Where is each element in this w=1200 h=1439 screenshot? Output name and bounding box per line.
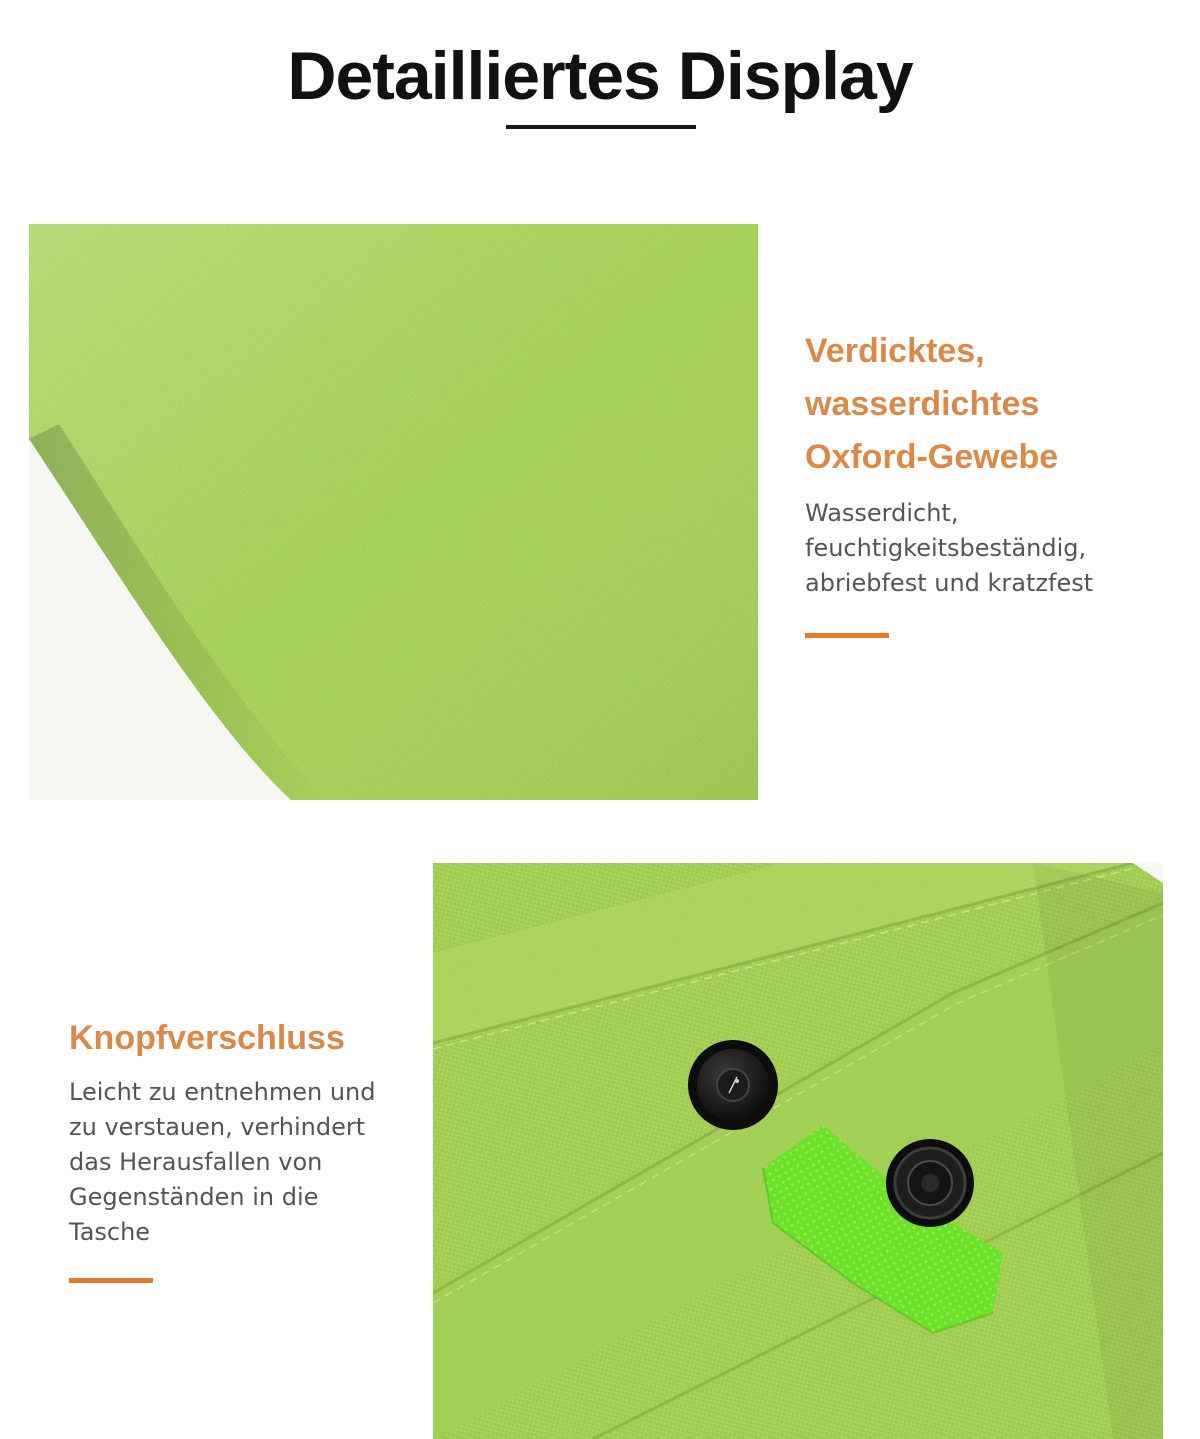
feature-button-closure bbox=[69, 1012, 414, 1283]
feature-oxford-fabric bbox=[805, 325, 1175, 638]
feature-heading-line: Knopfverschluss bbox=[69, 1019, 345, 1057]
feature-description-line: abriebfest und kratzfest bbox=[805, 569, 1094, 597]
fabric-closeup-photo bbox=[29, 224, 758, 800]
feature-description bbox=[69, 1075, 414, 1250]
accent-bar bbox=[805, 633, 889, 638]
feature-description-line: Leicht zu entnehmen und bbox=[69, 1078, 376, 1106]
page-title: Detailliertes Display bbox=[287, 38, 913, 114]
feature-heading-line: Oxford-Gewebe bbox=[805, 438, 1059, 476]
feature-description-line: Gegenständen in die bbox=[69, 1183, 319, 1211]
feature-description bbox=[805, 496, 1175, 601]
feature-heading bbox=[805, 325, 1175, 484]
feature-heading bbox=[69, 1012, 414, 1065]
accent-bar bbox=[69, 1278, 153, 1283]
feature-heading-line: Verdicktes, bbox=[805, 332, 985, 370]
feature-description-line: feuchtigkeitsbeständig, bbox=[805, 534, 1087, 562]
feature-description-line: Wasserdicht, bbox=[805, 499, 959, 527]
feature-description-line: das Herausfallen von bbox=[69, 1148, 323, 1176]
feature-description-line: zu verstauen, verhindert bbox=[69, 1113, 366, 1141]
button-closure-photo bbox=[433, 863, 1163, 1439]
feature-heading-line: wasserdichtes bbox=[805, 385, 1040, 423]
title-underline bbox=[506, 125, 696, 129]
feature-description-line: Tasche bbox=[69, 1218, 151, 1246]
